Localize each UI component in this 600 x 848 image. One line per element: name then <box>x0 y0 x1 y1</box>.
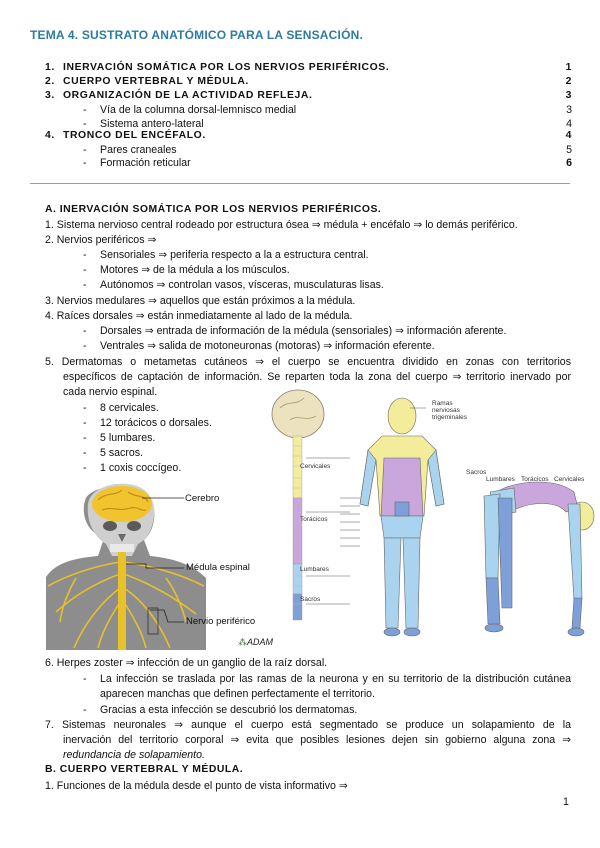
toc-number: 2. <box>45 76 55 87</box>
segment-item: 12 torácicos o dorsales. <box>100 417 212 429</box>
toc-page: 5 <box>566 144 572 156</box>
list-item-continued: específicos de captación de información. Se reparten toda la zona del cuerpo ⇒ territorio inervado por <box>63 371 571 383</box>
bullet-dash: - <box>83 673 87 685</box>
toc-bullet: - <box>83 157 87 169</box>
toc-entry[interactable] <box>45 61 572 75</box>
sub-item: Ventrales ⇒ salida de motoneuronas (motoras) ⇒ información eferente. <box>100 340 435 352</box>
list-item: 3. Nervios medulares ⇒ aquellos que están próximos a la médula. <box>45 295 356 307</box>
toc-subentry[interactable] <box>45 156 572 170</box>
bullet-dash: - <box>83 462 87 474</box>
toc-bullet: - <box>83 144 87 156</box>
adam-logo: ⁂ADAM <box>238 637 274 647</box>
sub-item-continued: aparecen manchas que definen perfectamente el territorio. <box>100 688 376 700</box>
toc-label: ORGANIZACIÓN DE LA ACTIVIDAD REFLEJA. <box>63 90 313 101</box>
page-title: TEMA 4. SUSTRATO ANATÓMICO PARA LA SENSACIÓN. <box>30 28 364 42</box>
toc-page: 4 <box>566 118 572 130</box>
toc-entry[interactable] <box>45 75 572 89</box>
toc-page: 2 <box>565 76 572 87</box>
toc-label: Vía de la columna dorsal-lemnisco medial <box>100 104 297 116</box>
segment-item: 5 sacros. <box>100 447 143 459</box>
toc-subentry[interactable] <box>45 143 572 157</box>
toc-bullet: - <box>83 118 87 130</box>
bullet-dash: - <box>83 402 87 414</box>
segment-item: 5 lumbares. <box>100 432 156 444</box>
toc-label: Sistema antero-lateral <box>100 118 204 130</box>
sub-item: Dorsales ⇒ entrada de información de la médula (sensoriales) ⇒ información aferente. <box>100 325 507 337</box>
toc-label: TRONCO DEL ENCÉFALO. <box>63 130 206 141</box>
list-item: 7. Sistemas neuronales ⇒ aunque el cuerpo está segmentado se produce un solapamiento de la <box>45 719 571 731</box>
bullet-dash: - <box>83 264 87 276</box>
label-sacros-2: Sacros <box>466 469 487 476</box>
bullet-dash: - <box>83 249 87 261</box>
bullet-dash: - <box>83 432 87 444</box>
page-number: 1 <box>563 796 569 808</box>
section-divider <box>30 183 570 184</box>
label-lumbares-2: Lumbares <box>486 476 515 483</box>
toc-label: Formación reticular <box>100 157 191 169</box>
bullet-dash: - <box>83 325 87 337</box>
toc-page: 4 <box>565 130 572 141</box>
toc-subentry[interactable] <box>45 103 572 117</box>
list-item-continued: cada nervio espinal. <box>63 386 158 398</box>
toc-page: 6 <box>566 157 572 169</box>
sub-item: La infección se traslada por las ramas de la neurona y en su territorio de la distribución cutánea <box>100 673 571 685</box>
toc-label: INERVACIÓN SOMÁTICA POR LOS NERVIOS PERIFÉRICOS. <box>63 62 390 73</box>
toc-entry[interactable] <box>45 129 572 143</box>
section-b-heading: B. CUERPO VERTEBRAL Y MÉDULA. <box>45 764 244 775</box>
section-a-heading: A. INERVACIÓN SOMÁTICA POR LOS NERVIOS PERIFÉRICOS. <box>45 204 382 215</box>
sub-item: Sensoriales ⇒ periferia respecto a la a estructura central. <box>100 249 369 261</box>
toc-entry[interactable] <box>45 89 572 103</box>
toc-label: Pares craneales <box>100 144 177 156</box>
list-item-continued: redundancia de solapamiento. <box>63 749 205 761</box>
toc-page: 3 <box>565 90 572 101</box>
list-item: 2. Nervios periféricos ⇒ <box>45 234 157 246</box>
label-ramas-trigeminales: Ramas nerviosas trigeminales <box>432 400 468 421</box>
bullet-dash: - <box>83 340 87 352</box>
sub-item: Motores ⇒ de la médula a los músculos. <box>100 264 290 276</box>
list-item: 1. Funciones de la médula desde el punto de vista informativo ⇒ <box>45 780 348 792</box>
bullet-dash: - <box>83 279 87 291</box>
label-toracicos-2: Torácicos <box>521 476 549 483</box>
bullet-dash: - <box>83 447 87 459</box>
label-sacros: Sacros <box>300 596 321 603</box>
sub-item: Autónomos ⇒ controlan vasos, vísceras, musculaturas lisas. <box>100 279 384 291</box>
toc-number: 3. <box>45 90 55 101</box>
label-lumbares: Lumbares <box>300 566 329 573</box>
label-medula-espinal: Médula espinal <box>186 562 250 573</box>
list-item-continued: inervación del territorio corporal ⇒ evita que posibles lesiones dejen sin gobierno alguna zona ⇒ <box>63 734 571 746</box>
segment-item: 1 coxis coccígeo. <box>100 462 182 474</box>
sub-item: Gracias a esta infección se descubrió los dermatomas. <box>100 704 358 716</box>
toc-page: 1 <box>565 62 572 73</box>
toc-label: CUERPO VERTEBRAL Y MÉDULA. <box>63 76 249 87</box>
label-nervio-periferico: Nervio periférico <box>186 616 256 627</box>
bullet-dash: - <box>83 704 87 716</box>
list-item: 5. Dermatomas o metametas cutáneos ⇒ el cuerpo se encuentra dividido en zonas con territorios <box>45 356 571 368</box>
label-cervicales: Cervicales <box>300 463 331 470</box>
toc-number: 4. <box>45 130 55 141</box>
segment-item: 8 cervicales. <box>100 402 159 414</box>
list-item: 4. Raíces dorsales ⇒ están inmediatamente al lado de la médula. <box>45 310 353 322</box>
list-item: 6. Herpes zoster ⇒ infección de un ganglio de la raíz dorsal. <box>45 657 328 669</box>
bullet-dash: - <box>83 417 87 429</box>
label-toracicos: Torácicos <box>300 516 328 523</box>
list-item: 1. Sistema nervioso central rodeado por estructura ósea ⇒ médula + encéfalo ⇒ lo demás periférico. <box>45 219 518 231</box>
label-cervicales-2: Cervicales <box>554 476 585 483</box>
toc-bullet: - <box>83 104 87 116</box>
toc-number: 1. <box>45 62 55 73</box>
toc-page: 3 <box>566 104 572 116</box>
label-cerebro: Cerebro <box>185 493 220 504</box>
